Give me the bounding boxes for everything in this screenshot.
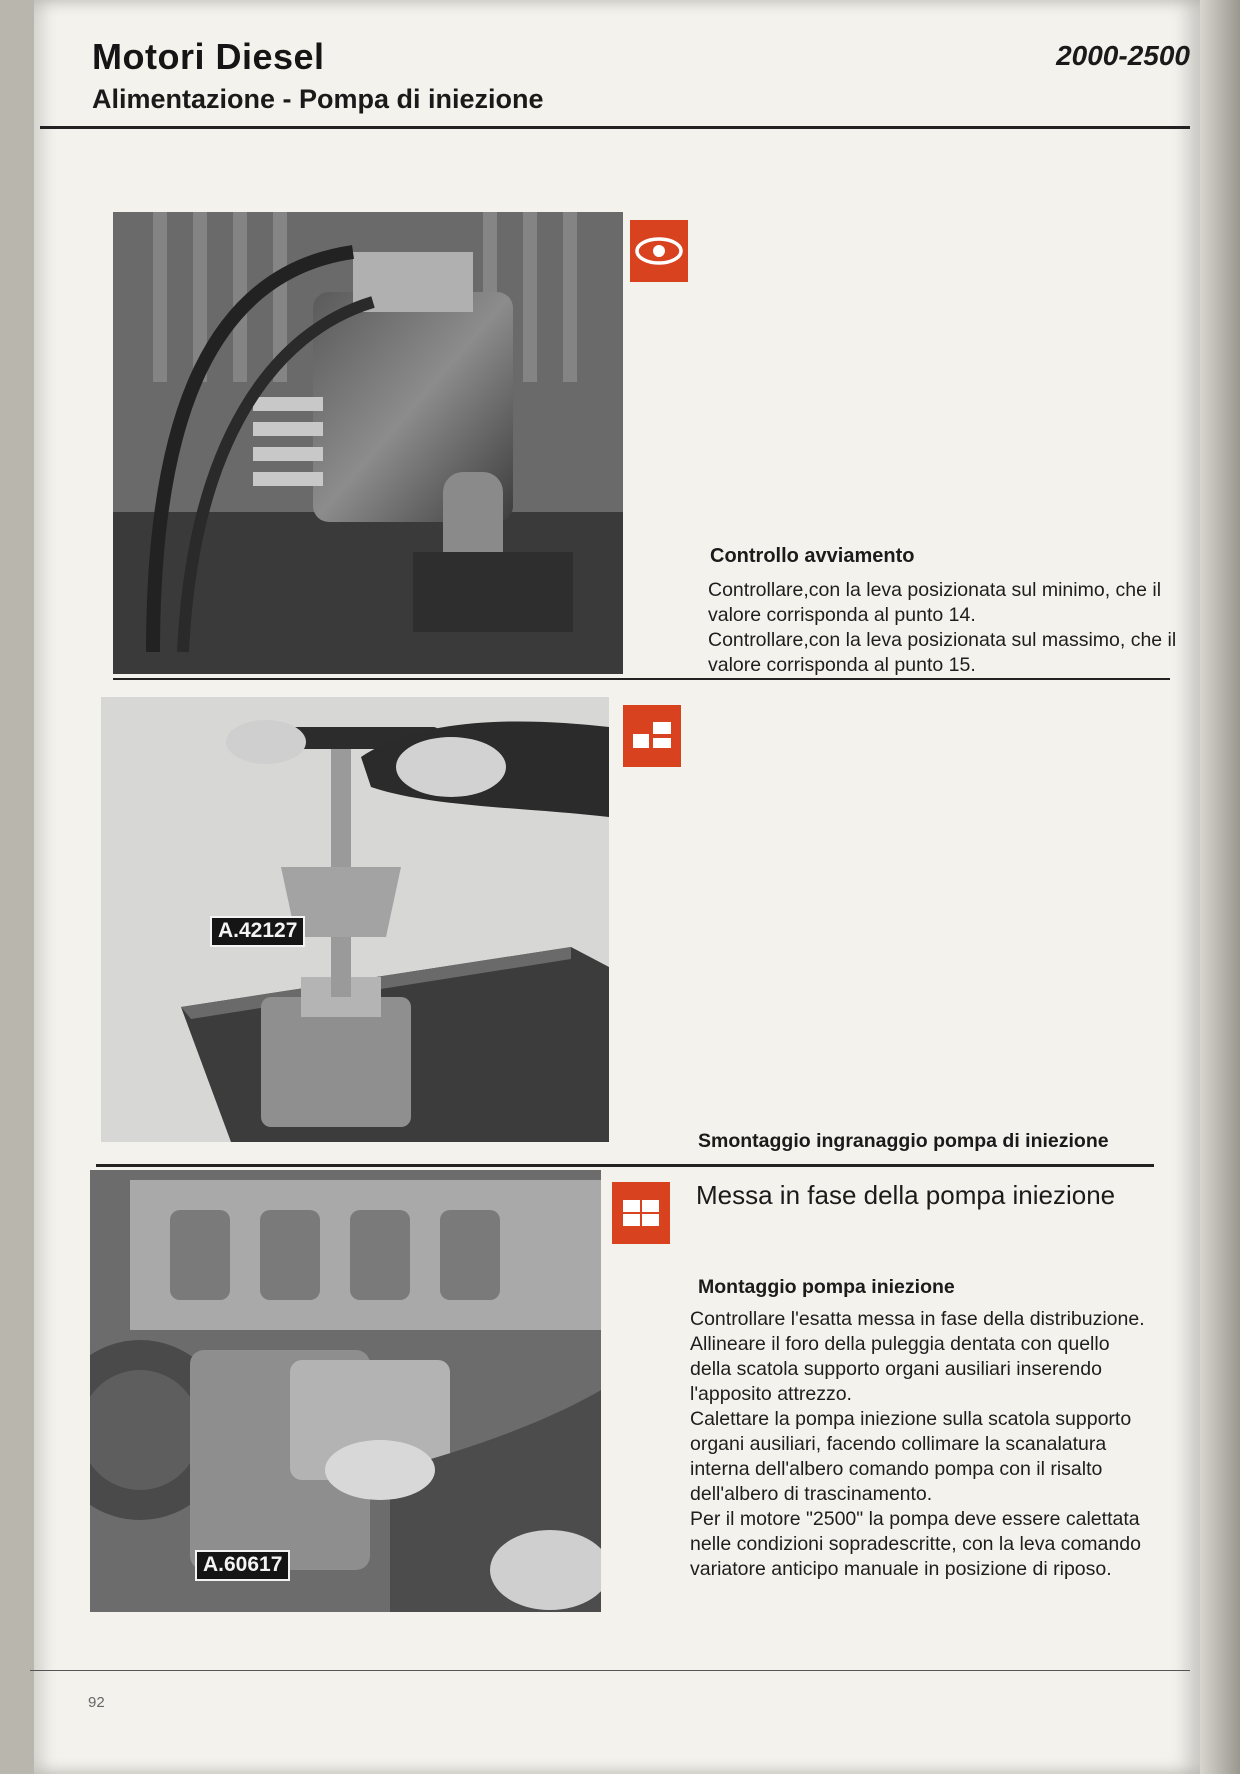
tool-label-a42127: A.42127 [210, 916, 305, 947]
caption-smontaggio-ingranaggio: Smontaggio ingranaggio pompa di iniezione [698, 1130, 1109, 1152]
section-heading-controllo-avviamento: Controllo avviamento [710, 545, 915, 567]
photo-pump-mounting [90, 1170, 601, 1612]
page-number: 92 [88, 1694, 105, 1711]
assembly-icon [612, 1182, 670, 1244]
section-body-montaggio-pompa: Controllare l'esatta messa in fase della distribuzione. Allineare il foro della puleggia dentata con quello della scatola supporto organi ausiliari inserendo l'apposito attrezzo. Calettare la pompa iniezione sulla scatola supporto organi ausiliari, facendo collimare la scanalatura interna dell'albero comando pompa con il risalto dell'albero di trascinamento. Per il motore "2500" la pompa deve essere calettata nelle condizioni sopradescritte, con la leva comando variatore anticipo manuale in posizione di riposo. [690, 1308, 1145, 1580]
page-subtitle: Alimentazione - Pompa di iniezione [92, 84, 544, 114]
photo-injection-pump-test-bench [113, 212, 623, 674]
section-rule-1 [113, 678, 1170, 680]
header-rule [40, 126, 1190, 129]
model-range: 2000-2500 [1056, 40, 1190, 71]
section-body-controllo-avviamento: Controllare,con la leva posizionata sul minimo, che il valore corrisponda al punto 14. Controllare,con la leva posizionata sul massimo, che il valore corrisponda al punto 15. [708, 579, 1177, 676]
section-heading-montaggio-pompa: Montaggio pompa iniezione [698, 1276, 955, 1298]
footer-rule [30, 1670, 1190, 1671]
disassembly-icon [623, 705, 681, 767]
page-title: Motori Diesel [92, 36, 325, 77]
eye-icon [630, 220, 688, 282]
section-title-messa-in-fase: Messa in fase della pompa iniezione [696, 1180, 1116, 1210]
photo-gear-puller [101, 697, 609, 1142]
tool-label-a60617: A.60617 [195, 1550, 290, 1581]
section-rule-2 [96, 1164, 1154, 1167]
page-edge [1200, 0, 1240, 1774]
